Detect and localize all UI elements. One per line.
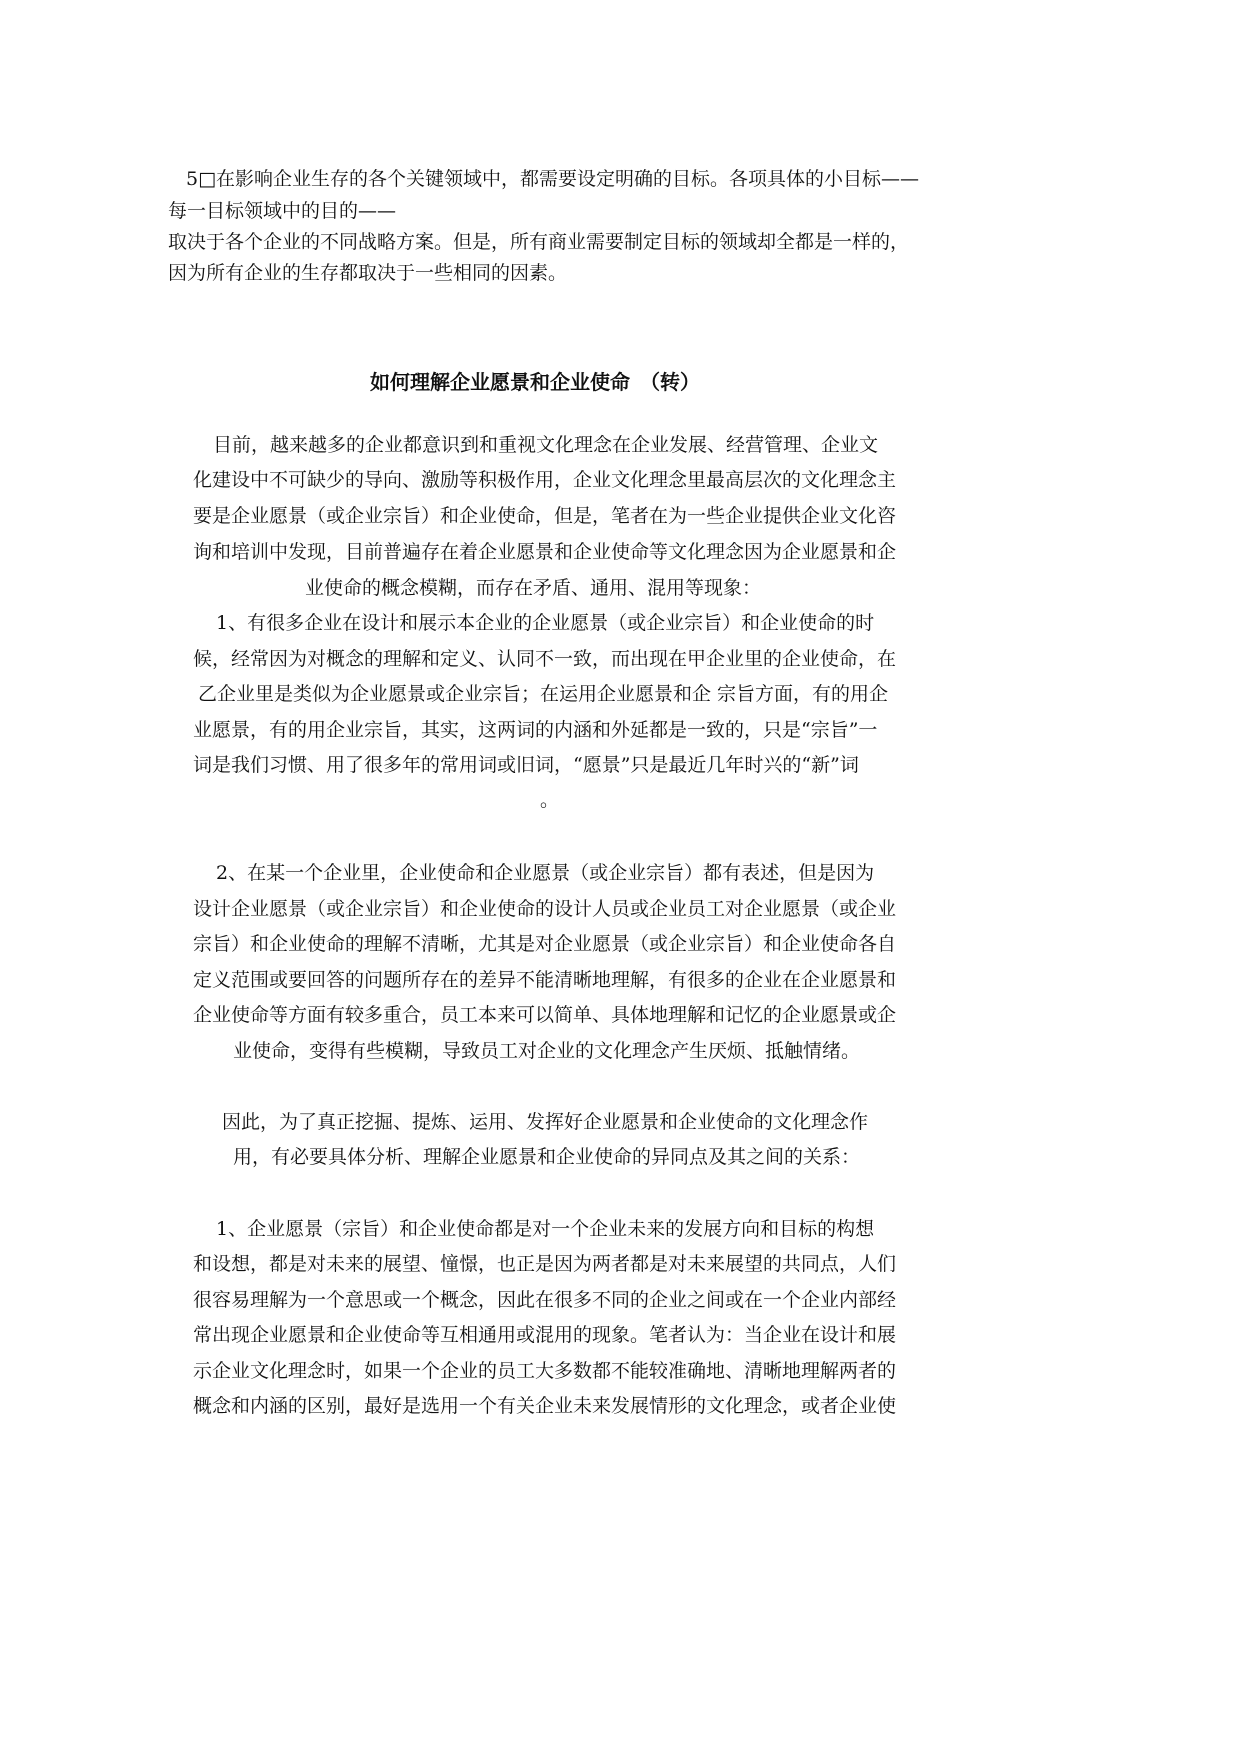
body-line: 询和培训中发现，目前普遍存在着企业愿景和企业使命等文化理念因为企业愿景和企 — [193, 541, 897, 563]
body-line: 业使命，变得有些模糊，导致员工对企业的文化理念产生厌烦、抵触情绪。 — [233, 1040, 861, 1062]
body-line: 目前，越来越多的企业都意识到和重视文化理念在企业发展、经营管理、企业文 — [213, 434, 879, 456]
intro-line: 5□在影响企业生存的各个关键领域中，都需要设定明确的目标。各项具体的小目标—— — [186, 168, 920, 190]
body-line: 设计企业愿景（或企业宗旨）和企业使命的设计人员或企业员工对企业愿景（或企业 — [193, 898, 897, 920]
body-line: 1、企业愿景（宗旨）和企业使命都是对一个企业未来的发展方向和目标的构想 — [216, 1218, 875, 1240]
body-line: 和设想，都是对未来的展望、憧憬，也正是因为两者都是对未来展望的共同点，人们 — [193, 1253, 897, 1275]
body-line: 候，经常因为对概念的理解和定义、认同不一致，而出现在甲企业里的企业使命，在 — [193, 648, 897, 670]
body-line: 化建设中不可缺少的导向、激励等积极作用，企业文化理念里最高层次的文化理念主 — [193, 469, 897, 491]
body-line: 要是企业愿景（或企业宗旨）和企业使命，但是，笔者在为一些企业提供企业文化咨 — [193, 505, 897, 527]
body-line: 定义范围或要回答的问题所存在的差异不能清晰地理解，有很多的企业在企业愿景和 — [193, 969, 897, 991]
body-line: 乙企业里是类似为企业愿景或企业宗旨；在运用企业愿景和企 宗旨方面，有的用企 — [198, 683, 889, 705]
body-line: 1、有很多企业在设计和展示本企业的企业愿景（或企业宗旨）和企业使命的时 — [216, 612, 875, 634]
intro-line: 取决于各个企业的不同战略方案。但是，所有商业需要制定目标的领域却全都是一样的， — [168, 231, 910, 253]
body-line: 业愿景，有的用企业宗旨，其实，这两词的内涵和外延都是一致的，只是“宗旨”一 — [193, 719, 878, 741]
body-line: 很容易理解为一个意思或一个概念，因此在很多不同的企业之间或在一个企业内部经 — [193, 1289, 897, 1311]
body-line: 词是我们习惯、用了很多年的常用词或旧词，“愿景”只是最近几年时兴的“新”词 — [193, 754, 859, 776]
body-line: 宗旨）和企业使命的理解不清晰，尤其是对企业愿景（或企业宗旨）和企业使命各自 — [193, 933, 897, 955]
body-line: 概念和内涵的区别，最好是选用一个有关企业未来发展情形的文化理念，或者企业使 — [193, 1395, 897, 1417]
body-line: 因此，为了真正挖掘、提炼、运用、发挥好企业愿景和企业使命的文化理念作 — [222, 1111, 869, 1133]
body-line: 2、在某一个企业里，企业使命和企业愿景（或企业宗旨）都有表述，但是因为 — [216, 862, 875, 884]
intro-line: 因为所有企业的生存都取决于一些相同的因素。 — [168, 262, 568, 284]
body-line: 常出现企业愿景和企业使命等互相通用或混用的现象。笔者认为：当企业在设计和展 — [193, 1324, 897, 1346]
intro-line: 每一目标领域中的目的—— — [168, 200, 397, 222]
article-title: 如何理解企业愿景和企业使命 （转） — [370, 370, 700, 394]
body-line: 。 — [540, 789, 560, 811]
body-line: 企业使命等方面有较多重合，员工本来可以简单、具体地理解和记忆的企业愿景或企 — [193, 1004, 897, 1026]
body-line: 业使命的概念模糊，而存在矛盾、通用、混用等现象： — [305, 577, 762, 599]
body-line: 示企业文化理念时，如果一个企业的员工大多数都不能较准确地、清晰地理解两者的 — [193, 1360, 897, 1382]
body-line: 用，有必要具体分析、理解企业愿景和企业使命的异同点及其之间的关系： — [233, 1146, 861, 1168]
